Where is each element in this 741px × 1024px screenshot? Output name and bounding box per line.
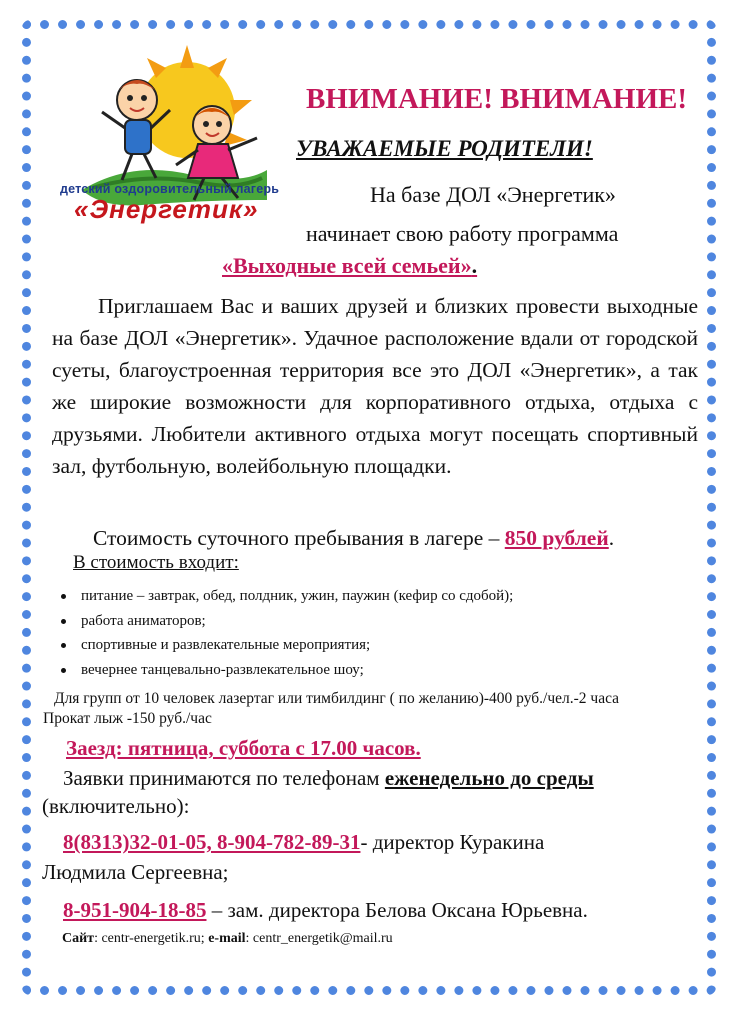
list-item: питание – завтрак, обед, полдник, ужин, паужин (кефир со сдобой); — [58, 584, 513, 609]
attention-heading: ВНИМАНИЕ! ВНИМАНИЕ! — [306, 83, 688, 115]
program-name: «Выходные всей семьей» — [222, 253, 472, 278]
list-item: спортивные и развлекательные мероприятия; — [58, 633, 513, 658]
applications-line — [63, 766, 594, 791]
director-label: - директор Куракина — [360, 830, 545, 854]
logo-tagline: детский оздоровительный лагерь — [60, 182, 280, 196]
checkin-info: Заезд: пятница, суббота с 17.00 часов. — [66, 736, 421, 760]
deputy-label: – зам. директора Белова Оксана Юрьевна. — [206, 898, 588, 922]
email-label: e-mail — [208, 931, 246, 946]
email-link[interactable]: : centr_energetik@mail.ru — [245, 931, 393, 946]
footer-contacts — [62, 931, 393, 947]
invitation-paragraph — [52, 290, 698, 482]
deputy-phone-link[interactable]: 8-951-904-18-85 — [63, 898, 207, 922]
program-period: . — [471, 253, 478, 278]
intro-line-2: начинает свою работу программа — [306, 221, 619, 246]
director-name: Людмила Сергеевна; — [42, 860, 229, 884]
cost-period: . — [608, 526, 615, 550]
list-item: работа аниматоров; — [58, 609, 513, 634]
cost-text: Стоимость суточного пребывания в лагере – — [93, 526, 505, 550]
site-label: Сайт — [62, 931, 95, 946]
invitation-text: Приглашаем Вас и ваших друзей и близких провести выходные на базе ДОЛ «Энергетик». Удачное расположение вдали от городской суеты, благоустроенная территория все это ДОЛ «Энергетик», а так же широкие возможности для корпоративного отдыха, отдыха с друзьями. Любители активного отдыха могут посещать спортивный зал, футбольную, волейбольную площадки. — [52, 294, 698, 478]
applications-deadline: еженедельно до среды — [384, 766, 594, 790]
list-item: вечернее танцевально-развлекательное шоу; — [58, 658, 513, 683]
includes-title: В стоимость входит: — [73, 552, 239, 573]
logo-camp-name: «Энергетик» — [74, 194, 259, 224]
program-title — [222, 253, 477, 279]
ski-rental: Прокат лыж -150 руб./час — [43, 710, 212, 727]
parents-heading: УВАЖАЕМЫЕ РОДИТЕЛИ! — [296, 136, 593, 161]
cost-price: 850 рублей — [504, 526, 609, 550]
includes-list — [58, 584, 513, 682]
applications-text: Заявки принимаются по телефонам — [63, 766, 385, 790]
director-phone-link[interactable]: 8(8313)32-01-05, 8-904-782-89-31 — [63, 830, 361, 854]
director-contact — [63, 830, 544, 855]
groups-offer: Для групп от 10 человек лазертаг или тимбилдинг ( по желанию)-400 руб./чел.-2 часа — [54, 690, 620, 707]
intro-line-1: На базе ДОЛ «Энергетик» — [370, 182, 616, 207]
applications-line-2: (включительно): — [42, 794, 190, 818]
cost-line — [93, 526, 614, 551]
deputy-contact — [63, 898, 588, 923]
site-link[interactable]: : centr-energetik.ru; — [94, 931, 209, 946]
